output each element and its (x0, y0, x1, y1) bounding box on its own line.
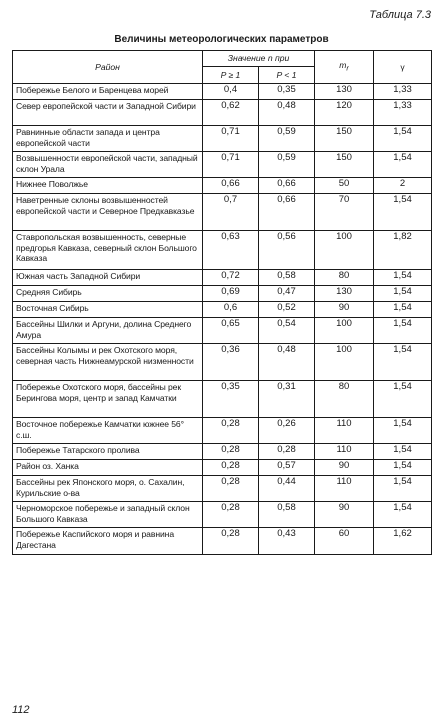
value-gamma-cell: 1,54 (374, 460, 432, 476)
value-p-ge-1-cell: 0,71 (203, 152, 259, 178)
value-gamma-cell: 1,33 (374, 100, 432, 126)
region-cell: Побережье Татарского пролива (13, 444, 203, 460)
value-p-ge-1-cell: 0,28 (203, 444, 259, 460)
region-cell: Побережье Охотского моря, бассейны рек Берингова моря, центр и запад Камчатки (13, 381, 203, 418)
region-cell: Район оз. Ханка (13, 460, 203, 476)
value-mr-cell: 110 (315, 476, 374, 502)
value-p-ge-1-cell: 0,66 (203, 178, 259, 194)
value-p-ge-1-cell: 0,63 (203, 231, 259, 270)
region-cell: Бассейны Колымы и рек Охотского моря, северная часть Нижнеамурской низменности (13, 344, 203, 381)
value-mr-cell: 70 (315, 194, 374, 231)
table-row (13, 528, 432, 555)
header-value-group: Значение n при (203, 51, 315, 67)
header-p-ge-1: P ≥ 1 (203, 67, 259, 84)
region-cell: Север европейской части и Западной Сибири (13, 100, 203, 126)
value-p-ge-1-cell: 0,7 (203, 194, 259, 231)
header-region: Район (13, 51, 203, 84)
value-gamma-cell: 2 (374, 178, 432, 194)
value-mr-cell: 100 (315, 344, 374, 381)
value-p-lt-1-cell: 0,56 (259, 231, 315, 270)
table-row (13, 444, 432, 460)
value-p-lt-1-cell: 0,28 (259, 444, 315, 460)
table-row (13, 344, 432, 381)
table-row (13, 270, 432, 286)
region-cell: Восточное побережье Камчатки южнее 56° с.ш. (13, 418, 203, 444)
table-header (13, 51, 432, 84)
header-mr (315, 51, 374, 84)
value-gamma-cell: 1,54 (374, 476, 432, 502)
value-p-lt-1-cell: 0,59 (259, 152, 315, 178)
value-p-lt-1-cell: 0,58 (259, 502, 315, 528)
table-label: Таблица 7.3 (369, 9, 431, 21)
value-p-ge-1-cell: 0,28 (203, 460, 259, 476)
region-cell: Бассейны Шилки и Аргуни, долина Среднего Амура (13, 318, 203, 344)
header-mr-subscript: r (346, 64, 349, 73)
value-p-ge-1-cell: 0,65 (203, 318, 259, 344)
value-gamma-cell: 1,54 (374, 381, 432, 418)
value-p-lt-1-cell: 0,59 (259, 126, 315, 152)
value-p-lt-1-cell: 0,66 (259, 194, 315, 231)
value-p-lt-1-cell: 0,48 (259, 100, 315, 126)
region-cell: Южная часть Западной Сибири (13, 270, 203, 286)
value-p-ge-1-cell: 0,28 (203, 476, 259, 502)
region-cell: Побережье Белого и Баренцева морей (13, 84, 203, 100)
value-gamma-cell: 1,54 (374, 318, 432, 344)
table-row (13, 100, 432, 126)
value-gamma-cell: 1,54 (374, 502, 432, 528)
meteorological-parameters-table (12, 50, 432, 555)
value-gamma-cell: 1,54 (374, 286, 432, 302)
value-p-ge-1-cell: 0,28 (203, 418, 259, 444)
value-mr-cell: 150 (315, 126, 374, 152)
region-cell: Равнинные области запада и центра европейской части (13, 126, 203, 152)
table-row (13, 286, 432, 302)
region-cell: Наветренные склоны возвышенностей европейской части и Северное Предкавказье (13, 194, 203, 231)
value-gamma-cell: 1,54 (374, 418, 432, 444)
value-p-ge-1-cell: 0,69 (203, 286, 259, 302)
value-p-ge-1-cell: 0,72 (203, 270, 259, 286)
value-p-ge-1-cell: 0,6 (203, 302, 259, 318)
region-cell: Бассейны рек Японского моря, о. Сахалин, Курильские о-ва (13, 476, 203, 502)
value-p-ge-1-cell: 0,71 (203, 126, 259, 152)
value-p-lt-1-cell: 0,54 (259, 318, 315, 344)
region-cell: Возвышенности европейской части, западный склон Урала (13, 152, 203, 178)
region-cell: Ставропольская возвышенность, северные предгорья Кавказа, северный склон Большого Кавказа (13, 231, 203, 270)
value-p-lt-1-cell: 0,57 (259, 460, 315, 476)
value-mr-cell: 100 (315, 231, 374, 270)
value-p-ge-1-cell: 0,28 (203, 528, 259, 555)
header-p-lt-1: P < 1 (259, 67, 315, 84)
value-p-lt-1-cell: 0,48 (259, 344, 315, 381)
header-gamma: γ (374, 51, 432, 84)
value-p-lt-1-cell: 0,43 (259, 528, 315, 555)
value-mr-cell: 50 (315, 178, 374, 194)
table-row (13, 231, 432, 270)
value-gamma-cell: 1,54 (374, 126, 432, 152)
value-mr-cell: 90 (315, 502, 374, 528)
value-gamma-cell: 1,33 (374, 84, 432, 100)
value-gamma-cell: 1,54 (374, 344, 432, 381)
value-mr-cell: 110 (315, 418, 374, 444)
page-number: 112 (12, 704, 30, 716)
value-p-lt-1-cell: 0,31 (259, 381, 315, 418)
table-row (13, 152, 432, 178)
value-mr-cell: 80 (315, 270, 374, 286)
value-p-lt-1-cell: 0,66 (259, 178, 315, 194)
region-cell: Нижнее Поволжье (13, 178, 203, 194)
value-mr-cell: 120 (315, 100, 374, 126)
value-p-lt-1-cell: 0,52 (259, 302, 315, 318)
value-gamma-cell: 1,54 (374, 194, 432, 231)
table-row (13, 126, 432, 152)
value-gamma-cell: 1,54 (374, 444, 432, 460)
value-p-ge-1-cell: 0,28 (203, 502, 259, 528)
value-p-lt-1-cell: 0,26 (259, 418, 315, 444)
value-mr-cell: 100 (315, 318, 374, 344)
value-gamma-cell: 1,54 (374, 302, 432, 318)
value-p-ge-1-cell: 0,36 (203, 344, 259, 381)
table-row (13, 302, 432, 318)
value-p-lt-1-cell: 0,35 (259, 84, 315, 100)
value-p-ge-1-cell: 0,35 (203, 381, 259, 418)
table-row (13, 502, 432, 528)
value-mr-cell: 130 (315, 286, 374, 302)
value-mr-cell: 80 (315, 381, 374, 418)
region-cell: Побережье Каспийского моря и равнина Дагестана (13, 528, 203, 555)
table-row (13, 178, 432, 194)
value-p-ge-1-cell: 0,4 (203, 84, 259, 100)
value-gamma-cell: 1,62 (374, 528, 432, 555)
value-gamma-cell: 1,54 (374, 270, 432, 286)
table-title: Величины метеорологических параметров (114, 34, 329, 45)
table-row (13, 194, 432, 231)
table-row (13, 476, 432, 502)
region-cell: Восточная Сибирь (13, 302, 203, 318)
value-p-lt-1-cell: 0,47 (259, 286, 315, 302)
value-mr-cell: 90 (315, 302, 374, 318)
value-p-lt-1-cell: 0,44 (259, 476, 315, 502)
region-cell: Средняя Сибирь (13, 286, 203, 302)
region-cell: Черноморское побережье и западный склон Большого Кавказа (13, 502, 203, 528)
value-mr-cell: 60 (315, 528, 374, 555)
value-gamma-cell: 1,54 (374, 152, 432, 178)
value-mr-cell: 110 (315, 444, 374, 460)
table-row (13, 381, 432, 418)
value-p-lt-1-cell: 0,58 (259, 270, 315, 286)
value-mr-cell: 130 (315, 84, 374, 100)
table-row (13, 84, 432, 100)
value-gamma-cell: 1,82 (374, 231, 432, 270)
table-body (13, 84, 432, 555)
value-mr-cell: 90 (315, 460, 374, 476)
table-row (13, 418, 432, 444)
value-mr-cell: 150 (315, 152, 374, 178)
table-row (13, 460, 432, 476)
header-mr-symbol: m (339, 59, 347, 70)
value-p-ge-1-cell: 0,62 (203, 100, 259, 126)
table-row (13, 318, 432, 344)
